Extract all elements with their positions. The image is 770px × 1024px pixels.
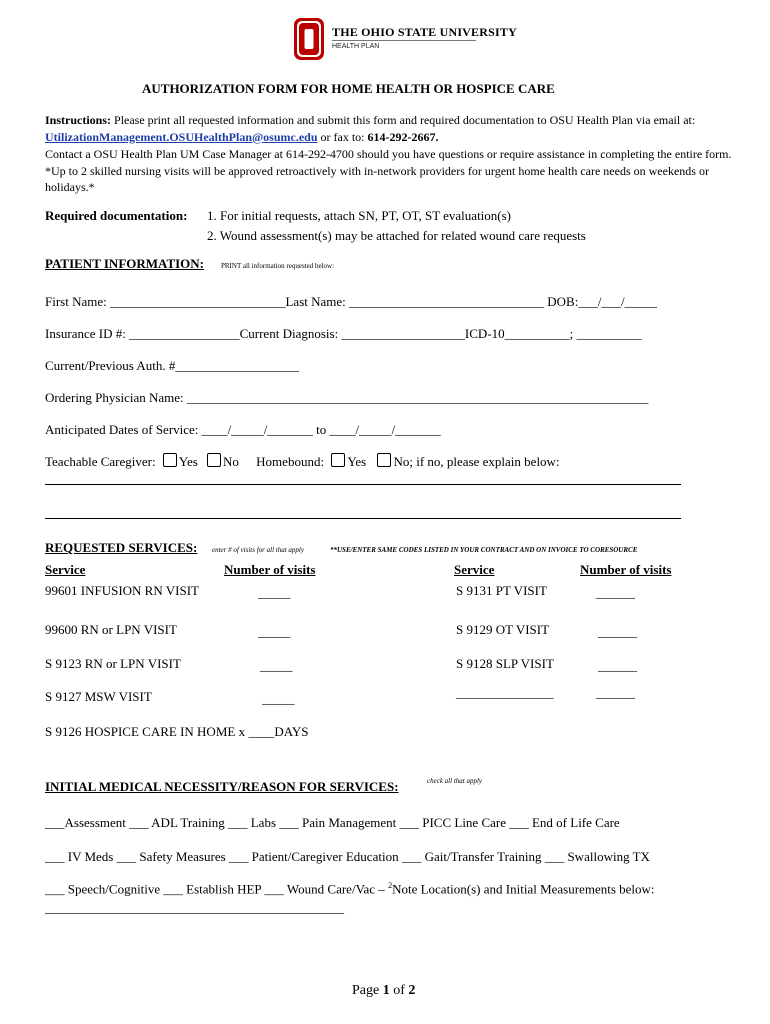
explain-line-2[interactable]	[45, 518, 681, 519]
explain-line-1[interactable]	[45, 484, 681, 485]
insurance-diagnosis-line[interactable]: Insurance ID #: _________________Current Diagnosis: ___________________ICD-10__________; __________	[45, 326, 642, 341]
patient-info-note: PRINT all information requested below:	[221, 262, 335, 270]
necessity-line-3-text: ___ Speech/Cognitive ___ Establish HEP ___ Wound Care/Vac –	[45, 881, 389, 897]
visits-blank[interactable]: _____	[260, 658, 293, 673]
visits-col-header-right: Number of visits	[580, 562, 672, 577]
teachable-no-checkbox[interactable]	[207, 453, 221, 467]
required-doc-item-1: 1. For initial requests, attach SN, PT, OT, ST evaluation(s)	[207, 208, 512, 223]
form-title: AUTHORIZATION FORM FOR HOME HEALTH OR HOSPICE CARE	[142, 81, 555, 96]
visits-blank[interactable]: _____	[258, 585, 291, 600]
requested-services-heading: REQUESTED SERVICES:	[45, 540, 198, 555]
service-name: S 9131 PT VISIT	[456, 583, 547, 598]
service-col-header-left: Service	[45, 562, 86, 577]
teachable-caregiver-row	[45, 453, 560, 470]
homebound-yes-label: Yes	[347, 454, 367, 469]
wound-notes-line[interactable]: ______________________________________________	[45, 900, 344, 915]
homebound-yes-checkbox[interactable]	[331, 453, 345, 467]
of-word: of	[389, 983, 409, 998]
necessity-options-line-3[interactable]	[45, 881, 655, 897]
service-name: 99600 RN or LPN VISIT	[45, 622, 177, 637]
service-name: S 9129 OT VISIT	[456, 622, 550, 637]
visits-blank[interactable]: _____	[258, 624, 291, 639]
page-total: 2	[408, 983, 416, 998]
visits-blank[interactable]: ______	[596, 585, 635, 600]
instructions-fax-text: or fax to:	[317, 129, 368, 144]
auth-number-line[interactable]: Current/Previous Auth. #___________________	[45, 358, 299, 373]
email-link[interactable]: UtilizationManagement.OSUHealthPlan@osumc.edu	[45, 129, 318, 144]
page-number: 1	[382, 983, 390, 998]
service-name: S 9123 RN or LPN VISIT	[45, 656, 181, 671]
service-name: S 9127 MSW VISIT	[45, 689, 152, 704]
requested-services-note: enter # of visits for all that apply	[212, 546, 304, 554]
visits-blank[interactable]: _____	[262, 691, 295, 706]
medical-necessity-heading: INITIAL MEDICAL NECESSITY/REASON FOR SERVICES:	[45, 779, 399, 794]
footnote-marker: 2	[388, 881, 393, 890]
necessity-options-line-2[interactable]: ___ IV Meds ___ Safety Measures ___ Patient/Caregiver Education ___ Gait/Transfer Training ___ Swallowing TX	[45, 849, 650, 864]
visits-blank[interactable]: ______	[598, 658, 637, 673]
teachable-no-label: No	[223, 454, 239, 469]
health-plan-label: HEALTH PLAN	[332, 43, 380, 50]
page-word: Page	[352, 983, 383, 998]
homebound-no-checkbox[interactable]	[377, 453, 391, 467]
required-doc-item-2: 2. Wound assessment(s) may be attached for related wound care requests	[207, 228, 586, 243]
ordering-physician-line[interactable]: Ordering Physician Name: _______________________________________________________________________	[45, 390, 649, 405]
other-service-blank[interactable]: _______________	[456, 685, 554, 700]
teachable-yes-checkbox[interactable]	[163, 453, 177, 467]
osu-block-o-logo-icon	[294, 18, 324, 60]
page-indicator	[352, 983, 415, 999]
instructions-label: Instructions:	[45, 113, 112, 127]
visits-blank[interactable]: ______	[598, 624, 637, 639]
necessity-options-line-1[interactable]: ___Assessment ___ ADL Training ___ Labs ___ Pain Management ___ PICC Line Care ___ End of Life Care	[45, 815, 620, 830]
teachable-caregiver-label: Teachable Caregiver:	[45, 454, 156, 469]
necessity-line-3-note: Note Location(s) and Initial Measurements below:	[392, 881, 655, 897]
service-col-header-right: Service	[454, 562, 495, 577]
logo-divider	[332, 40, 476, 41]
homebound-label: Homebound:	[256, 454, 325, 469]
required-docs-label: Required documentation:	[45, 208, 188, 223]
requested-services-code-note: **USE/ENTER SAME CODES LISTED IN YOUR CONTRACT AND ON INVOICE TO CORESOURCE	[330, 546, 638, 554]
homebound-no-label: No; if no, please explain below:	[393, 454, 560, 469]
service-name: S 9128 SLP VISIT	[456, 656, 554, 671]
fax-number: 614-292-2667.	[367, 129, 439, 144]
patient-info-heading: PATIENT INFORMATION:	[45, 256, 205, 271]
contact-paragraph: Contact a OSU Health Plan UM Case Manager at 614-292-4700 should you have questions or require assistance in completing the entire form. *Up to 2 skilled nursing visits will be approved retroactively with in-network providers for urgent home health care needs on weekends or holidays.*	[45, 147, 732, 194]
instructions-text: Please print all requested information and submit this form and required documentation to OSU Health Plan via email at:	[111, 113, 696, 127]
medical-necessity-note: check all that apply	[427, 777, 483, 785]
hospice-care-line[interactable]: S 9126 HOSPICE CARE IN HOME x ____DAYS	[45, 724, 309, 739]
visits-col-header-left: Number of visits	[224, 562, 316, 577]
visits-blank[interactable]: ______	[596, 685, 635, 700]
instructions-paragraph	[45, 112, 735, 145]
service-name: 99601 INFUSION RN VISIT	[45, 583, 199, 598]
name-dob-line[interactable]: First Name: ___________________________Last Name: ______________________________ DOB:___/___/_____	[45, 294, 658, 309]
university-name: THE OHIO STATE UNIVERSITY	[332, 25, 517, 39]
dates-of-service-line[interactable]: Anticipated Dates of Service: ____/_____/_______ to ____/_____/_______	[45, 422, 441, 437]
teachable-yes-label: Yes	[178, 454, 198, 469]
